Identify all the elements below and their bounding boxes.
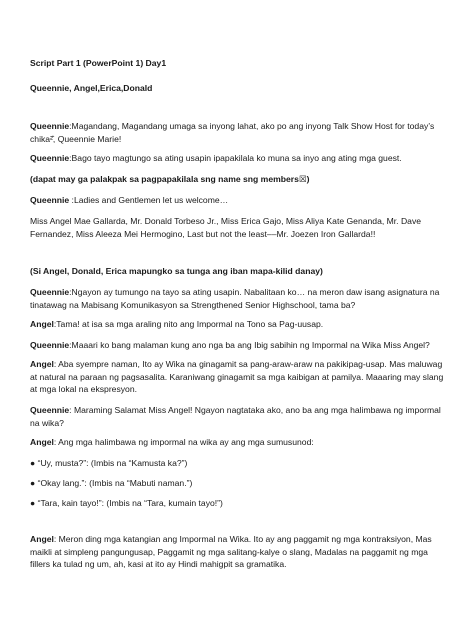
dialogue-text: :Maaari ko bang malaman kung ano nga ba ang Ibig sabihin ng Impormal na Wika Miss Angel? [69, 340, 430, 350]
dialogue-text: : Ang mga halimbawa ng impormal na wika ay ang mga sumusunod: [53, 437, 314, 447]
dialogue-line [30, 339, 446, 352]
dialogue-line [30, 120, 446, 145]
participants-line: Queennie, Angel,Erica,Donald [30, 83, 153, 93]
speaker-name: Queennie [30, 340, 70, 350]
example-bullet: ● “Okay lang.”: (Imbis na “Mabuti naman.”) [30, 478, 193, 488]
dialogue-text: : Meron ding mga katangian ang Impormal na Wika. Ito ay ang paggamit ng mga kontraksiyon, Mas maikli at simpleng pangungusap, Paggamit ng mga salitang-kalye o slang, Madalas na paggamit ng mga fillers ka tulad ng um, ah, kasi at ito ay Hindi mahigpit sa gramatika. [30, 534, 432, 570]
stage-direction: (Si Angel, Donald, Erica mapungko sa tunga ang iban mapa-kilid danay) [30, 266, 323, 276]
dialogue-text: :Tama! at isa sa mga araling nito ang Impormal na Tono sa Pag-uusap. [53, 319, 324, 329]
dialogue-text: :Bago tayo magtungo sa ating usapin ipapakilala ko muna sa inyo ang ating mga guest. [69, 153, 402, 163]
dialogue-line [30, 152, 446, 165]
dialogue-line [30, 318, 446, 331]
speaker-name: Queennie [30, 121, 70, 131]
guest-list: Miss Angel Mae Gallarda, Mr. Donald Torbeso Jr., Miss Erica Gajo, Miss Aliya Kate Genanda, Mr. Dave Fernandez, Miss Aleeza Mei Hermogino, Last but not the least––Mr. Joezen Iron Gallarda!! [30, 216, 422, 239]
dialogue-text: : Aba syempre naman, Ito ay Wika na ginagamit sa pang-araw-araw na pakikipag-usap. Mas maluwag at natural na paraan ng pagsasalita. Karaniwang ginagamit sa mga kaibigan at pamilya. Maaaring may slang at mga lokal na ekspresyon. [30, 359, 444, 395]
dialogue-line [30, 404, 446, 429]
stage-direction: (dapat may ga palakpak sa pagpapakilala sng name sng members☒) [30, 174, 310, 184]
dialogue-line [30, 358, 446, 396]
speaker-name: Queennie [30, 195, 70, 205]
speaker-name: Queennie [30, 153, 70, 163]
speaker-name: Angel [30, 359, 54, 369]
dialogue-line [30, 286, 446, 311]
speaker-name: Angel [30, 319, 54, 329]
speaker-name: Angel [30, 437, 54, 447]
dialogue-line [30, 436, 446, 449]
speaker-name: Angel [30, 534, 54, 544]
speaker-name: Queennie [30, 405, 70, 415]
dialogue-text: : Maraming Salamat Miss Angel! Ngayon nagtataka ako, ano ba ang mga halimbawa ng impormal na wika? [30, 405, 441, 428]
example-bullet: ● “Uy, musta?”: (Imbis na “Kamusta ka?”) [30, 458, 188, 468]
dialogue-text: :Magandang, Magandang umaga sa inyong lahat, ako po ang inyong Talk Show Host for today’s chika²̂, Queennie Marie! [30, 121, 435, 144]
document-title: Script Part 1 (PowerPoint 1) Day1 [30, 58, 167, 68]
dialogue-line [30, 194, 446, 207]
dialogue-line [30, 533, 446, 571]
example-bullet: ● “Tara, kain tayo!”: (Imbis na “Tara, kumain tayo!”) [30, 498, 223, 508]
dialogue-text: :Ngayon ay tumungo na tayo sa ating usapin. Nabalitaan ko… na meron daw isang asignatura na tinatawag na Mabisang Komunikasyon sa Strengthened Senior Highschool, tama ba? [30, 287, 440, 310]
speaker-name: Queennie [30, 287, 70, 297]
dialogue-text: :Ladies and Gentlemen let us welcome… [69, 195, 229, 205]
